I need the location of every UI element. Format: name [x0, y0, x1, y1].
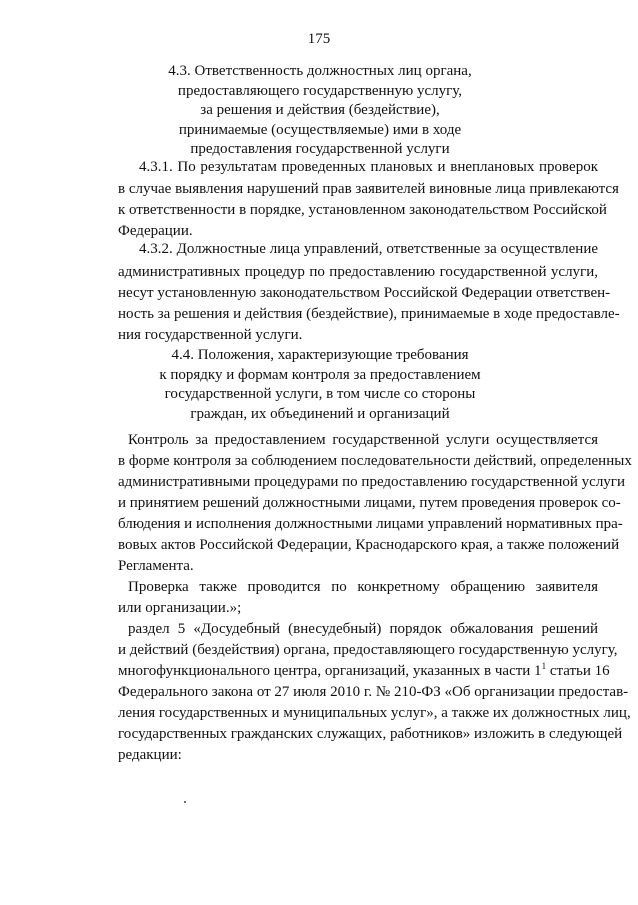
- section-4-4-heading: [120, 346, 520, 424]
- control-paragraph-line: Контроль за предоставлением государственной услуги осуществляется: [128, 432, 598, 448]
- page-number: 175: [307, 31, 331, 47]
- paragraph-4-3-1-line: Федерации.: [118, 223, 193, 239]
- section-5-line3-text: многофункционального центра, организаций, указанных в части 1: [118, 663, 542, 679]
- heading-line: предоставления государственной услуги: [190, 141, 450, 157]
- heading-line: 4.3. Ответственность должностных лиц органа,: [168, 63, 472, 79]
- section-5-paragraph-line: редакции:: [118, 747, 182, 763]
- section-5-paragraph-line: Федерального закона от 27 июля 2010 г. № 210-ФЗ «Об организации предостав-: [118, 684, 629, 700]
- section-5-paragraph-line: [118, 661, 610, 680]
- paragraph-4-3-2-line: ность за решения и действия (бездействие), принимаемые в ходе предоставле-: [118, 306, 620, 322]
- check-paragraph-line: Проверка также проводится по конкретному обращению заявителя: [128, 579, 598, 595]
- control-paragraph-line: Регламента.: [118, 558, 194, 574]
- superscript-index: 1: [541, 661, 547, 671]
- section-5-paragraph-line: государственных гражданских служащих, работников» изложить в следующей: [118, 726, 623, 742]
- section-5-paragraph-line: и действий (бездействия) органа, предоставляющего государственную услугу,: [118, 642, 618, 658]
- heading-line: к порядку и формам контроля за предоставлением: [159, 366, 481, 383]
- paragraph-4-3-2-line: ния государственной услуги.: [118, 327, 303, 343]
- check-paragraph-line: или организации.»;: [118, 600, 242, 616]
- control-paragraph-line: вовых актов Российской Федерации, Краснодарского края, а также положений: [118, 537, 620, 553]
- section-5-line3-tail: статьи 16: [546, 663, 610, 679]
- section-4-3-heading: [120, 62, 520, 160]
- control-paragraph-line: административными процедурами по предоставлению государственной услуги: [118, 474, 625, 490]
- heading-line: предоставляющего государственную услугу,: [177, 82, 463, 99]
- section-5-paragraph-line: ления государственных и муниципальных услуг», а также их должностных лиц,: [118, 705, 631, 721]
- paragraph-4-3-2-line: 4.3.2. Должностные лица управлений, ответственные за осуществление: [139, 241, 598, 257]
- heading-line: принимаемые (осуществляемые) ими в ходе: [178, 121, 462, 138]
- control-paragraph-line: в форме контроля за соблюдением последовательности действий, определенных: [118, 453, 632, 469]
- control-paragraph-line: и принятием решений должностными лицами, путем проведения проверок со-: [118, 495, 621, 511]
- heading-line: граждан, их объединений и организаций: [190, 405, 450, 422]
- heading-line: 4.4. Положения, характеризующие требования: [171, 347, 469, 363]
- paragraph-4-3-1-line: в случае выявления нарушений прав заявителей виновные лица привлекаются: [118, 181, 619, 197]
- paragraph-4-3-1-line: 4.3.1. По результатам проведенных плановых и внеплановых проверок: [139, 159, 598, 175]
- heading-line: государственной услуги, в том числе со стороны: [164, 386, 476, 402]
- heading-line: за решения и действия (бездействие),: [200, 102, 440, 118]
- control-paragraph-line: блюдения и исполнения должностными лицами управлений нормативных пра-: [118, 516, 623, 532]
- paragraph-4-3-2-line: несут установленную законодательством Российской Федерации ответствен-: [118, 285, 611, 301]
- paragraph-4-3-2-line: административных процедур по предоставлению государственной услуги,: [118, 264, 598, 280]
- paragraph-4-3-1-line: к ответственности в порядке, установленном законодательством Российской: [118, 202, 607, 218]
- section-5-paragraph-line: раздел 5 «Досудебный (внесудебный) порядок обжалования решений: [128, 621, 598, 637]
- scan-speck: [184, 801, 186, 803]
